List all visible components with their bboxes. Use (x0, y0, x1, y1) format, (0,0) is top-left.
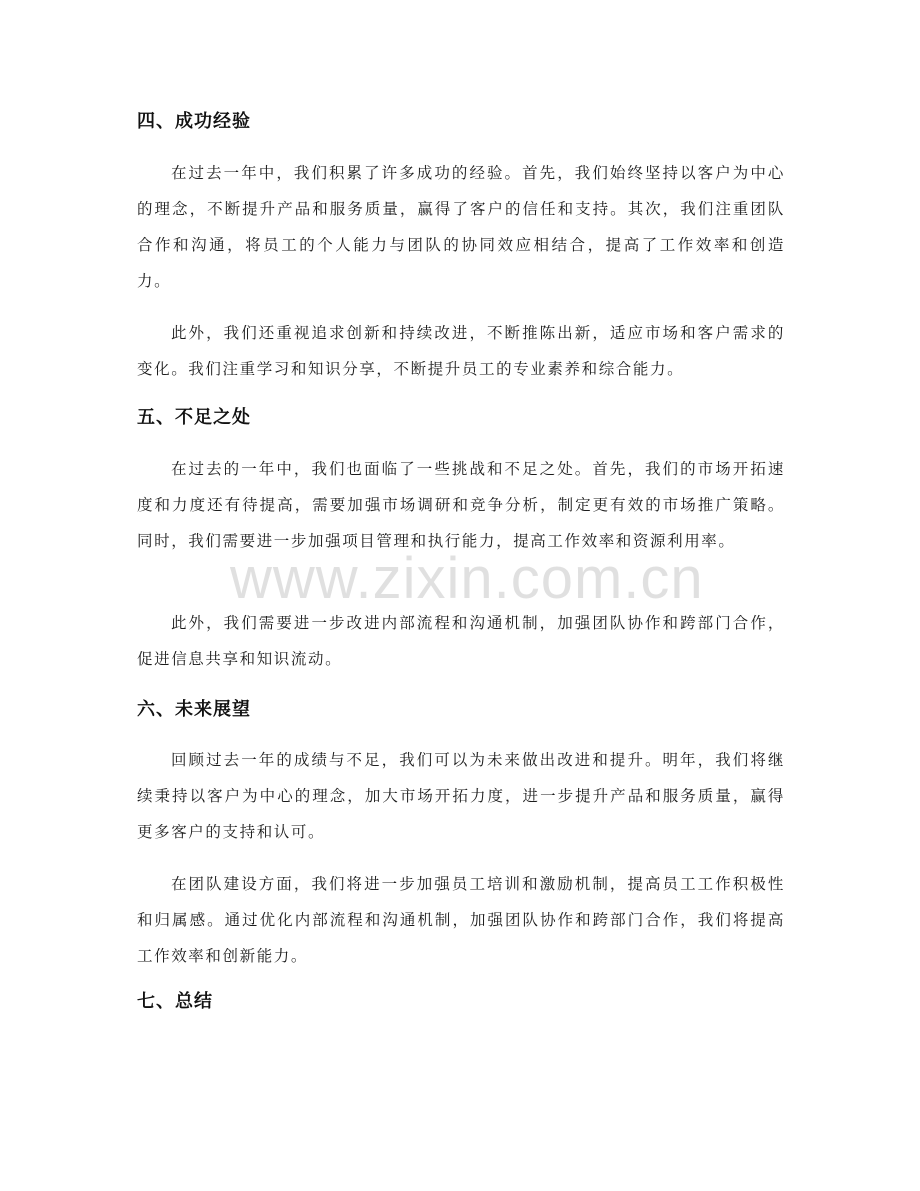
paragraph-success-1: 在过去一年中，我们积累了许多成功的经验。首先，我们始终坚持以客户为中心的理念，不断提升产品和服务质量，赢得了客户的信任和支持。其次，我们注重团队合作和沟通，将员工的个人能力与团队的协同效应相结合，提高了工作效率和创造力。 (137, 164, 785, 290)
watermark: www.zixin.com.cn (230, 546, 704, 611)
paragraph-success-2: 此外，我们还重视追求创新和持续改进，不断推陈出新，适应市场和客户需求的变化。我们注重学习和知识分享，不断提升员工的专业素养和综合能力。 (137, 324, 785, 378)
paragraph-future-2: 在团队建设方面，我们将进一步加强员工培训和激励机制，提高员工工作积极性和归属感。通过优化内部流程和沟通机制，加强团队协作和跨部门合作，我们将提高工作效率和创新能力。 (137, 875, 785, 965)
section-heading-shortcomings: 五、不足之处 (137, 407, 251, 428)
section-heading-summary: 七、总结 (137, 991, 213, 1012)
paragraph-future-1: 回顾过去一年的成绩与不足，我们可以为未来做出改进和提升。明年，我们将继续秉持以客户为中心的理念，加大市场开拓力度，进一步提升产品和服务质量，赢得更多客户的支持和认可。 (137, 751, 785, 841)
section-heading-future-outlook: 六、未来展望 (137, 699, 251, 720)
paragraph-shortcomings-2: 此外，我们需要进一步改进内部流程和沟通机制，加强团队协作和跨部门合作，促进信息共享和知识流动。 (137, 614, 785, 668)
paragraph-shortcomings-1: 在过去的一年中，我们也面临了一些挑战和不足之处。首先，我们的市场开拓速度和力度还有待提高，需要加强市场调研和竞争分析，制定更有效的市场推广策略。同时，我们需要进一步加强项目管理和执行能力，提高工作效率和资源利用率。 (137, 460, 785, 550)
section-heading-success-experience: 四、成功经验 (137, 111, 251, 132)
